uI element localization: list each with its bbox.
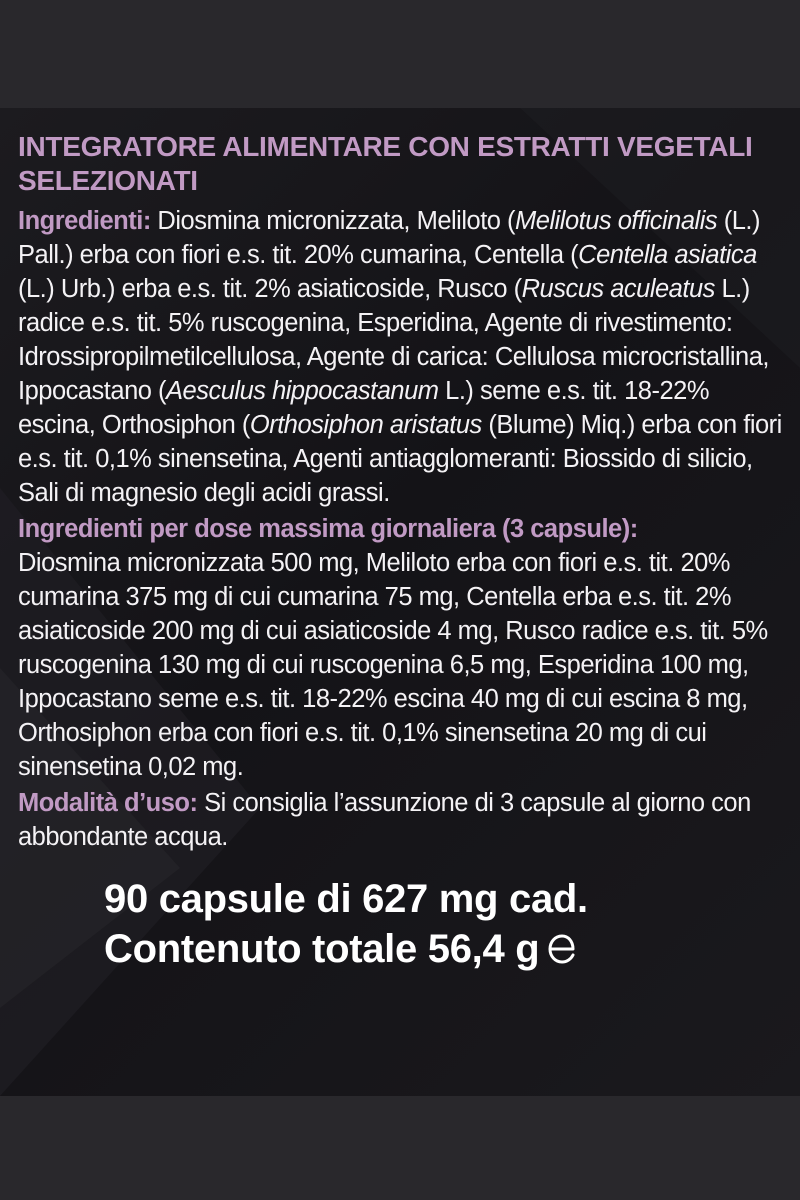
usage-paragraph [18,786,786,854]
daily-dose-label: Ingredienti per dose massima giornaliera (3 capsule): [18,515,638,543]
net-content [18,874,786,974]
ingredients-text-1: Diosmina micronizzata, Meliloto ( [150,207,516,235]
ingredients-latin-4: Aesculus hippocastanum [166,377,439,405]
ingredients-text-4: L.) radice e.s. tit. 5% ruscogenina, Esperidina, Agente di rivestimento: Idrossipropilmetilcellulosa, Agente di carica: Cellulosa microcristallina, Ippocastano ( [18,275,769,405]
ingredients-latin-2: Centella asiatica [578,241,757,269]
label-panel [0,108,800,1096]
capsules-line: 90 capsule di 627 mg cad. [104,877,588,921]
ingredients-text-6: (Blume) Miq.) erba con fiori e.s. tit. 0,1% sinensetina, Agenti antiagglomeranti: Biossido di silicio, Sali di magnesio degli acidi grassi. [18,411,782,507]
content-line: Contenuto totale 56,4 g [104,927,540,971]
ingredients-latin-1: Melilotus officinalis [515,207,718,235]
usage-label: Modalità d’uso: [18,789,198,817]
top-band [0,0,800,108]
daily-dose-paragraph [18,512,786,784]
content-line-wrap [104,924,786,974]
ingredients-latin-3: Ruscus aculeatus [521,275,715,303]
product-headline: INTEGRATORE ALIMENTARE CON ESTRATTI VEGETALI SELEZIONATI [18,131,753,196]
ingredients-text-5: L.) seme e.s. tit. 18-22% escina, Orthosiphon ( [18,377,709,439]
ingredients-label: Ingredienti: [18,207,151,235]
ingredients-latin-5: Orthosiphon aristatus [249,411,482,439]
label-content [18,130,786,974]
bottom-band [0,1096,800,1200]
ingredients-text-2: (L.) Pall.) erba con fiori e.s. tit. 20% cumarina, Centella ( [18,207,760,269]
daily-dose-text: Diosmina micronizzata 500 mg, Meliloto erba con fiori e.s. tit. 20% cumarina 375 mg di cui cumarina 75 mg, Centella erba e.s. tit. 2% asiaticoside 200 mg di cui asiaticoside 4 mg, Rusco radice e.s. tit. 5% ruscogenina 130 mg di cui ruscogenina 6,5 mg, Esperidina 100 mg, Ippocastano seme e.s. tit. 18-22% escina 40 mg di cui escina 8 mg, Orthosiphon erba con fiori e.s. tit. 0,1% sinensetina 20 mg di cui sinensetina 0,02 mg. [18,549,768,781]
usage-text: Si consiglia l’assunzione di 3 capsule al giorno con abbondante acqua. [18,789,751,851]
ingredients-paragraph [18,204,786,510]
ingredients-text-3: (L.) Urb.) erba e.s. tit. 2% asiaticoside, Rusco ( [18,275,522,303]
estimated-sign-icon [545,932,579,966]
